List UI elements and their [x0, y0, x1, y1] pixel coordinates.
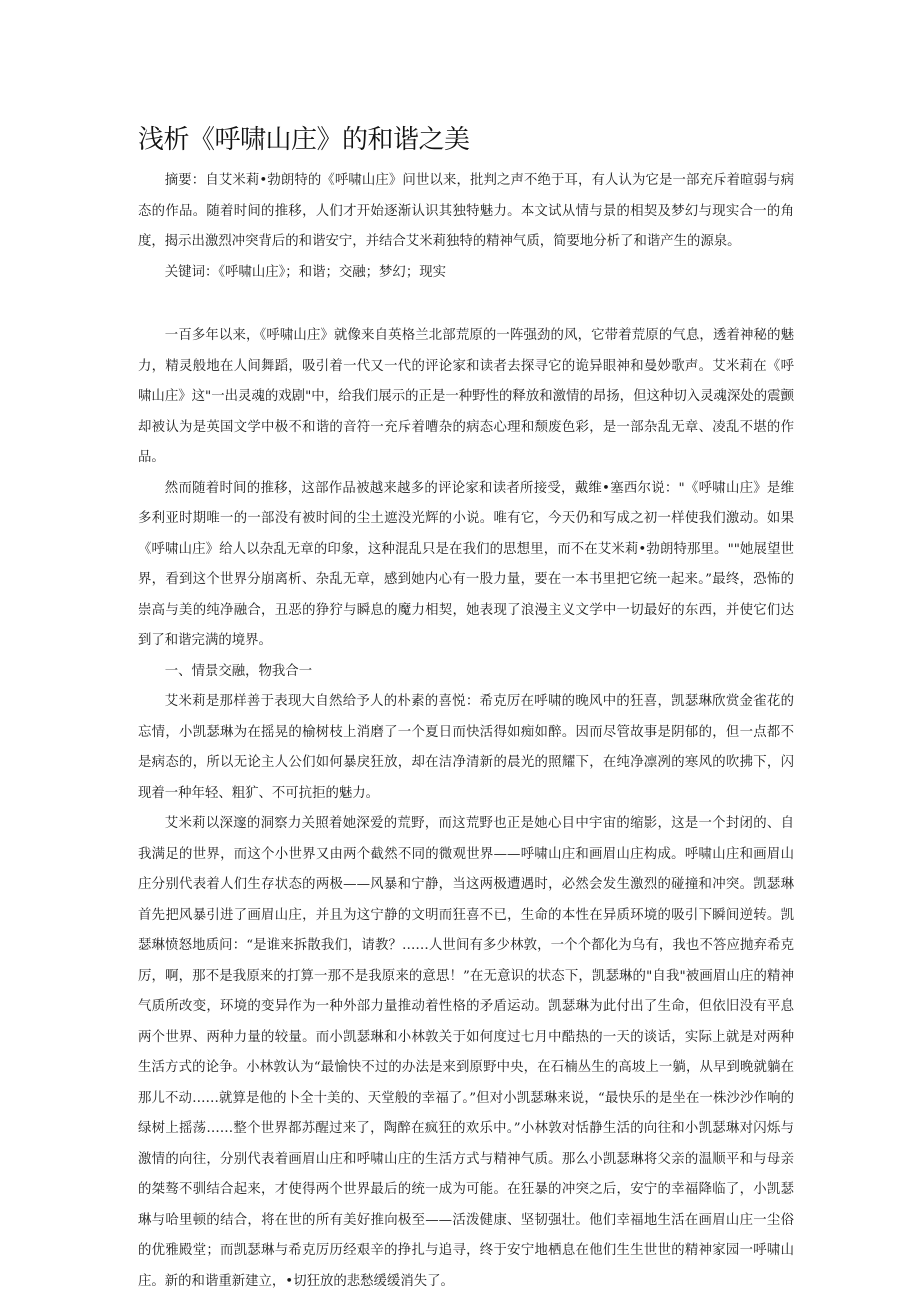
- section-heading: 一、情景交融，物我合一: [164, 663, 313, 679]
- body-paragraph: 然而随着时间的推移，这部作品被越来越多的评论家和读者所接受，戴维•塞西尔说："《呼啸山庄》是维多利亚时期唯一的一部没有被时间的尘土遮没光辉的小说。唯有它，今天仍和写成之初一样使我们激动。如果《呼啸山庄》给人以杂乱无章的印象，这种混乱只是在我们的思想里，而不在艾米莉•勃朗特那里。""她展望世界，看到这个世界分崩离析、杂乱无章，感到她内心有一股力量，要在一本书里把它统一起来。”最终，恐怖的崇高与美的纯净融合，丑恶的狰狞与瞬息的魔力相契，她表现了浪漫主义文学中一切最好的东西，并使它们达到了和谐完满的境界。: [138, 480, 794, 648]
- document-title: 浅析《呼啸山庄》的和谐之美: [138, 125, 470, 155]
- body-paragraph: 一百多年以来，《呼啸山庄》就像来自英格兰北部荒原的一阵强劲的风，它带着荒原的气息，透着神秘的魅力，精灵般地在人间舞蹈，吸引着一代又一代的评论家和读者去探寻它的诡异眼神和曼妙歌声。艾米莉在《呼啸山庄》这"一出灵魂的戏剧"中，给我们展示的正是一种野性的释放和激情的昂扬，但这种切入灵魂深处的震颤却被认为是英国文学中极不和谐的音符一充斥着嘈杂的病态心理和颓废色彩，是一部杂乱无章、凌乱不堪的作品。: [138, 328, 794, 465]
- keywords-line: 关键词：《呼啸山庄》；和谐；交融；梦幻；现实: [164, 264, 446, 280]
- document-page: [138, 120, 794, 1297]
- body-paragraph: 艾米莉以深邃的洞察力关照着她深爱的荒野，而这荒野也正是她心目中宇宙的缩影，这是一个封闭的、自我满足的世界，而这个小世界又由两个截然不同的微观世界——呼啸山庄和画眉山庄构成。呼啸山庄和画眉山庄分别代表着人们生存状态的两极——风暴和宁静，当这两极遭遇时，必然会发生激烈的碰撞和冲突。凯瑟琳首先把风暴引进了画眉山庄，并且为这宁静的文明而狂喜不已，生命的本性在异质环境的吸引下瞬间逆转。凯瑟琳愤怒地质问：“是谁来拆散我们，请教？……人世间有多少林敦，一个个都化为乌有，我也不答应抛弃希克厉，啊，那不是我原来的打算一那不是我原来的意思！”在无意识的状态下，凯瑟琳的"自我"被画眉山庄的精神气质所改变，环境的变异作为一种外部力量推动着性格的矛盾运动。凯瑟琳为此付出了生命，但依旧没有平息两个世界、两种力量的较量。而小凯瑟琳和小林敦关于如何度过七月中酷热的一天的谈话，实际上就是对两种生活方式的论争。小林敦认为“最愉快不过的办法是来到原野中央，在石楠丛生的高坡上一躺，从早到晚就躺在那儿不动……就算是他的卜全十美的、天堂般的幸福了。”但对小凯瑟琳来说，“最快乐的是坐在一株沙沙作响的绿树上摇荡……整个世界都苏醒过来了，陶醉在疯狂的欢乐中。”小林敦对恬静生活的向往和小凯瑟琳对闪烁与激情的向往，分别代表着画眉山庄和呼啸山庄的生活方式与精神气质。那么小凯瑟琳将父亲的温顺平和与母亲的桀骜不驯结合起来，才使得两个世界最后的统一成为可能。在狂暴的冲突之后，安宁的幸福降临了，小凯瑟琳与哈里顿的结合，将在世的所有美好推向极至——活泼健康、坚韧强壮。他们幸福地生活在画眉山庄一尘俗的优雅殿堂；而凯瑟琳与希克厉历经艰辛的挣扎与追寻，终于安宁地栖息在他们生生世世的精神家园一呼啸山庄。新的和谐重新建立，•切狂放的悲愁缓缓消失了。: [138, 816, 794, 1289]
- abstract-paragraph: 摘要：自艾米莉•勃朗特的《呼啸山庄》问世以来，批判之声不绝于耳，有人认为它是一部充斥着暄弱与病态的作品。随着时间的推移，人们才开始逐渐认识其独特魅力。本文试从情与景的相契及梦幻与现实合一的角度，揭示出激烈冲突背后的和谐安宁，并结合艾米莉独特的精神气质，简要地分析了和谐产生的源泉。: [138, 173, 794, 249]
- body-paragraph: 艾米莉是那样善于表现大自然给予人的朴素的喜悦：希克厉在呼啸的晚风中的狂喜，凯瑟琳欣赏金雀花的忘情，小凯瑟琳为在摇晃的榆树枝上消磨了一个夏日而快活得如痴如醉。因而尽管故事是阴郁的，但一点都不是病态的，所以无论主人公们如何暴戾狂放，却在洁净清新的晨光的照耀下，在纯净凛冽的寒风的吹拂下，闪现着一种年轻、粗犷、不可抗拒的魅力。: [138, 694, 794, 801]
